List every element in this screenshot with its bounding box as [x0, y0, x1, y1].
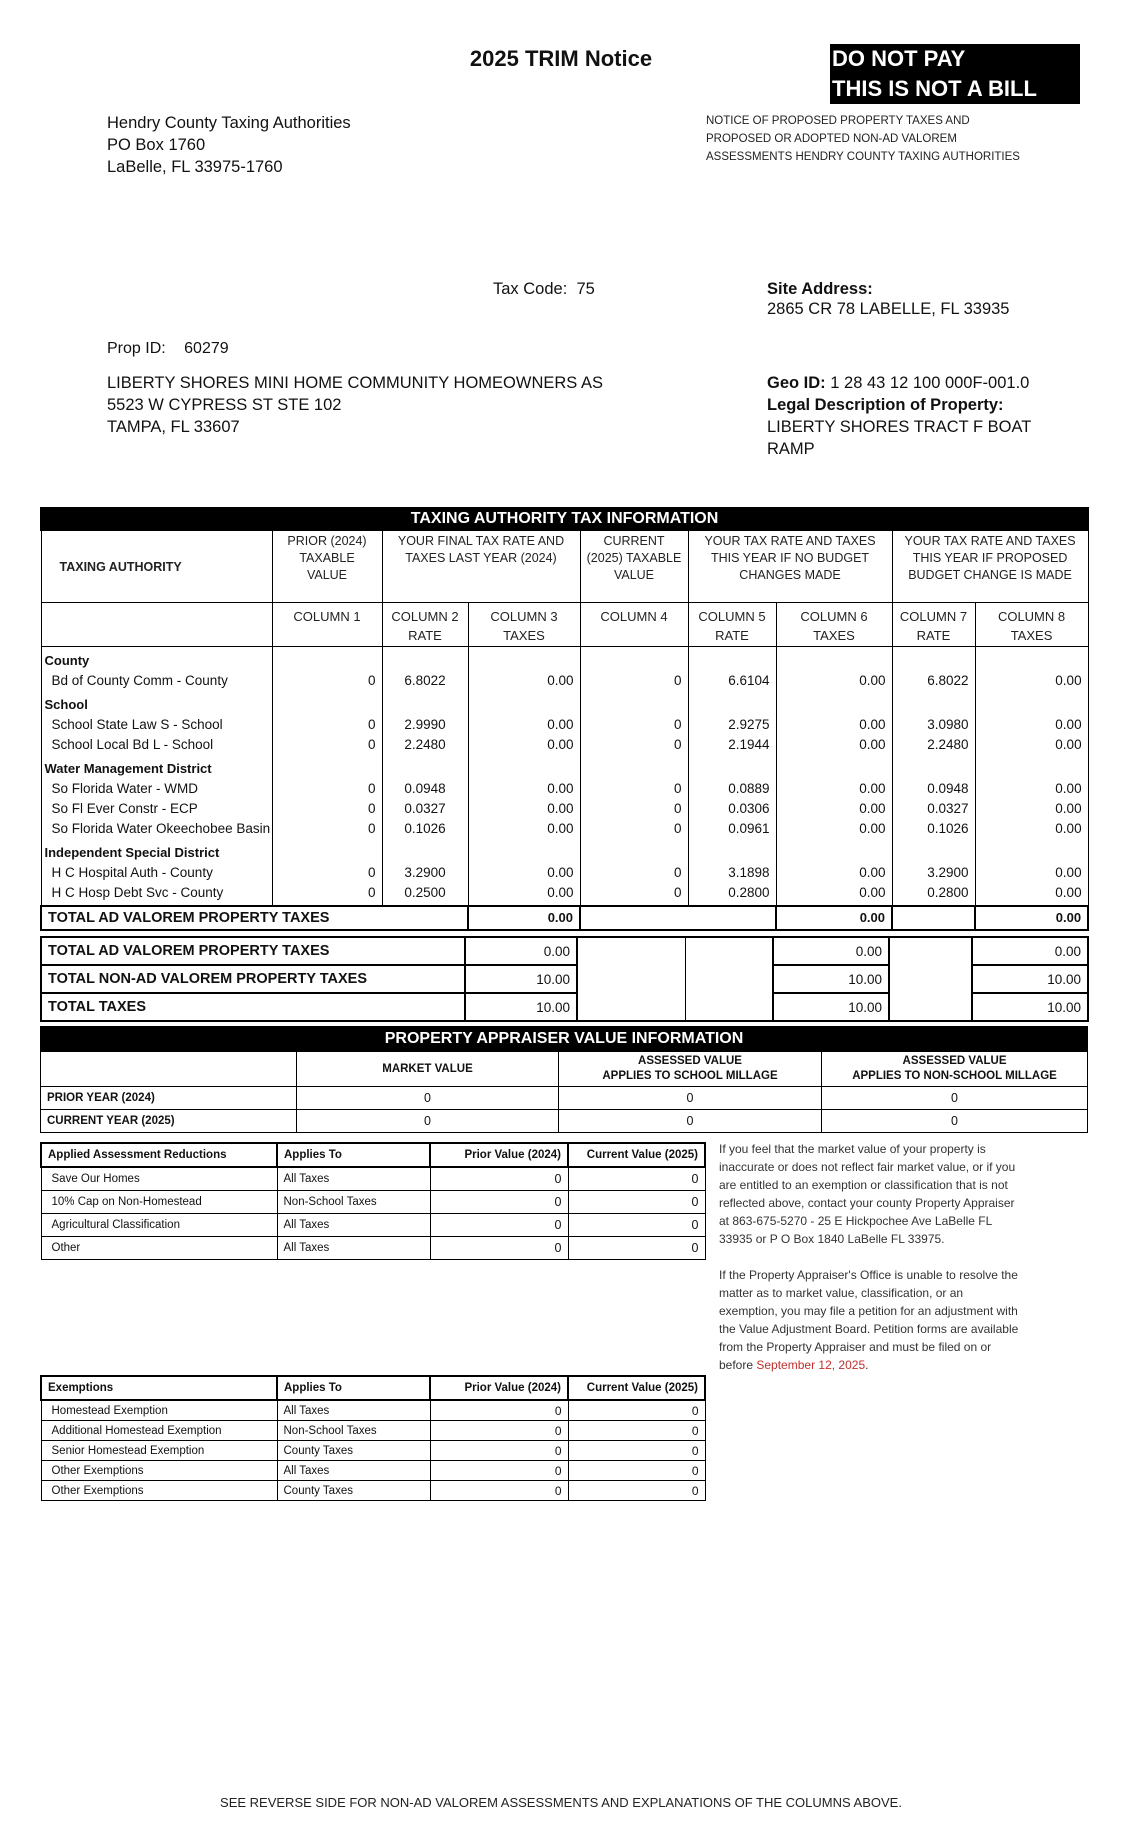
empty-cell: [580, 646, 688, 671]
prior-school-value: 0: [559, 1087, 822, 1110]
prior-value: 0: [430, 1400, 568, 1421]
empty-cell: [272, 839, 382, 863]
applies-to-header: Applies To: [277, 1376, 430, 1400]
do-not-pay-banner: [830, 44, 1080, 104]
site-address-label: Site Address:: [767, 280, 873, 298]
column-7-value: 0.1026: [892, 819, 975, 839]
table-row: [41, 671, 1088, 691]
row-label: Other Exemptions: [41, 1481, 277, 1501]
appeal-instructions: [719, 1140, 1019, 1392]
column-header-blank: [41, 602, 272, 646]
column-5-header: COLUMN 5 RATE: [688, 602, 776, 646]
site-address: [767, 279, 1009, 319]
column-1-value: 0: [272, 799, 382, 819]
exemptions-table: [40, 1375, 706, 1501]
notice-line: PROPOSED OR ADOPTED NON-AD VALOREM: [706, 133, 957, 145]
authority-group-row: [41, 691, 1088, 715]
authority-group-name: Water Management District: [41, 755, 272, 779]
applies-to: County Taxes: [277, 1441, 430, 1461]
empty-cell: [468, 755, 580, 779]
authority-group-name: School: [41, 691, 272, 715]
current-market-value: 0: [297, 1110, 559, 1133]
column-1-value: 0: [272, 863, 382, 883]
authority-name: So Florida Water - WMD: [41, 779, 272, 799]
summary-total-taxes-label: TOTAL TAXES: [41, 993, 465, 1021]
prior-non-school-value: 0: [822, 1087, 1088, 1110]
row-label: Other Exemptions: [41, 1461, 277, 1481]
column-4-value: 0: [580, 863, 688, 883]
column-3-value: 0.00: [468, 819, 580, 839]
column-3-value: 0.00: [468, 883, 580, 903]
column-3-value: 0.00: [468, 735, 580, 755]
row-label: Additional Homestead Exemption: [41, 1421, 277, 1441]
current-value-header: Current Value (2025): [568, 1143, 705, 1167]
authority-group-name: County: [41, 646, 272, 671]
prior-value: 0: [430, 1461, 568, 1481]
column-5-value: 2.9275: [688, 715, 776, 735]
owner-address: [107, 372, 603, 438]
empty-cell: [468, 691, 580, 715]
table-row: [41, 819, 1088, 839]
column-4-value: 0: [580, 735, 688, 755]
empty-cell: [580, 755, 688, 779]
taxing-authority-table: [40, 507, 1089, 931]
column-2-value: 0.1026: [382, 819, 468, 839]
column-7-value: 3.0980: [892, 715, 975, 735]
column-4-value: 0: [580, 883, 688, 903]
applies-to: All Taxes: [277, 1167, 430, 1191]
column-7-value: 3.2900: [892, 863, 975, 883]
current-value: 0: [568, 1461, 705, 1481]
empty-cell: [468, 646, 580, 671]
column-2-value: 0.0327: [382, 799, 468, 819]
column-2-value: 6.8022: [382, 671, 468, 691]
authority-name: H C Hospital Auth - County: [41, 863, 272, 883]
summary-total-taxes-c3: 10.00: [465, 993, 577, 1021]
no-budget-change-header: YOUR TAX RATE AND TAXES THIS YEAR IF NO BUDGET CHANGES MADE: [688, 530, 892, 602]
table-row: [41, 1421, 705, 1441]
summary-ad-valorem-label: TOTAL AD VALOREM PROPERTY TAXES: [41, 937, 465, 965]
summary-blank: [685, 937, 773, 1021]
empty-cell: [688, 646, 776, 671]
authority-name: H C Hosp Debt Svc - County: [41, 883, 272, 903]
page-title: 2025 TRIM Notice: [469, 46, 653, 71]
empty-cell: [975, 839, 1088, 863]
empty-cell: [975, 755, 1088, 779]
prior-value: 0: [430, 1421, 568, 1441]
column-7-value: 0.2800: [892, 883, 975, 903]
tax-summary-table: [40, 936, 1089, 1022]
column-4-header: COLUMN 4: [580, 602, 688, 646]
appraiser-header-blank: [41, 1052, 297, 1087]
column-8-value: 0.00: [975, 671, 1088, 691]
current-value: 0: [568, 1214, 705, 1237]
applies-to: All Taxes: [277, 1214, 430, 1237]
table-row: [41, 779, 1088, 799]
notice-line: NOTICE OF PROPOSED PROPERTY TAXES AND: [706, 115, 970, 127]
empty-cell: [892, 755, 975, 779]
prior-value: 0: [430, 1237, 568, 1260]
summary-total-taxes-c8: 10.00: [972, 993, 1088, 1021]
empty-cell: [580, 691, 688, 715]
current-value-header: Current Value (2025): [568, 1376, 705, 1400]
current-taxable-header: CURRENT (2025) TAXABLE VALUE: [580, 530, 688, 602]
empty-cell: [688, 755, 776, 779]
column-6-header: COLUMN 6 TAXES: [776, 602, 892, 646]
column-3-value: 0.00: [468, 671, 580, 691]
summary-ad-valorem-c8: 0.00: [972, 937, 1088, 965]
table-row: [41, 735, 1088, 755]
prior-value-header: Prior Value (2024): [430, 1376, 568, 1400]
empty-cell: [272, 691, 382, 715]
appeal-paragraph-1: If you feel that the market value of your property is inaccurate or does not reflect fair market value, or if you are entitled to an exemption or classification that is not reflected above, contact your county Property Appraiser at 863-675-5270 - 25 E Hickpochee Ave LaBelle FL 33935 or P O Box 1840 LaBelle FL 33975.: [719, 1142, 1016, 1246]
empty-cell: [688, 691, 776, 715]
summary-non-ad-valorem-c6: 10.00: [773, 965, 889, 993]
assessment-reductions-table: [40, 1142, 706, 1260]
prior-value: 0: [430, 1191, 568, 1214]
authority-name: Bd of County Comm - County: [41, 671, 272, 691]
total-column-3: 0.00: [468, 906, 580, 930]
taxing-authority-address: [107, 112, 351, 178]
total-blank: [892, 906, 975, 930]
empty-cell: [382, 755, 468, 779]
current-year-label: CURRENT YEAR (2025): [41, 1110, 297, 1133]
column-4-value: 0: [580, 671, 688, 691]
empty-cell: [382, 691, 468, 715]
row-label: 10% Cap on Non-Homestead: [41, 1191, 277, 1214]
summary-ad-valorem-c3: 0.00: [465, 937, 577, 965]
column-1-value: 0: [272, 779, 382, 799]
row-label: Other: [41, 1237, 277, 1260]
table-row: [41, 799, 1088, 819]
column-1-value: 0: [272, 671, 382, 691]
column-1-header: COLUMN 1: [272, 602, 382, 646]
column-5-value: 0.0306: [688, 799, 776, 819]
table-row: [41, 1481, 705, 1501]
empty-cell: [382, 839, 468, 863]
authority-group-row: [41, 839, 1088, 863]
column-8-value: 0.00: [975, 779, 1088, 799]
current-value: 0: [568, 1237, 705, 1260]
owner-line: 5523 W CYPRESS ST STE 102: [107, 396, 342, 414]
taxing-authority-band: TAXING AUTHORITY TAX INFORMATION: [41, 508, 1088, 530]
current-value: 0: [568, 1167, 705, 1191]
legal-description-line: LIBERTY SHORES TRACT F BOAT: [767, 418, 1032, 436]
current-value: 0: [568, 1481, 705, 1501]
column-5-value: 0.0961: [688, 819, 776, 839]
column-1-value: 0: [272, 883, 382, 903]
geo-id-label: Geo ID:: [767, 374, 826, 392]
column-2-value: 3.2900: [382, 863, 468, 883]
table-row: [41, 1461, 705, 1481]
column-8-value: 0.00: [975, 799, 1088, 819]
exemptions-header: Exemptions: [41, 1376, 277, 1400]
column-7-value: 6.8022: [892, 671, 975, 691]
row-label: Senior Homestead Exemption: [41, 1441, 277, 1461]
column-8-value: 0.00: [975, 715, 1088, 735]
empty-cell: [892, 839, 975, 863]
empty-cell: [272, 646, 382, 671]
column-2-value: 2.9990: [382, 715, 468, 735]
geo-id: [767, 372, 1067, 394]
column-3-value: 0.00: [468, 715, 580, 735]
taxing-authority-header: TAXING AUTHORITY: [41, 530, 272, 602]
column-6-value: 0.00: [776, 799, 892, 819]
column-5-value: 6.6104: [688, 671, 776, 691]
final-rate-header: YOUR FINAL TAX RATE AND TAXES LAST YEAR (2024): [382, 530, 580, 602]
authority-name: So Fl Ever Constr - ECP: [41, 799, 272, 819]
summary-non-ad-valorem-c8: 10.00: [972, 965, 1088, 993]
do-not-pay-line-2: THIS IS NOT A BILL: [832, 76, 1037, 101]
column-6-value: 0.00: [776, 883, 892, 903]
column-1-value: 0: [272, 735, 382, 755]
table-row: [41, 1441, 705, 1461]
summary-ad-valorem-c6: 0.00: [773, 937, 889, 965]
geo-id-value: 1 28 43 12 100 000F-001.0: [830, 374, 1030, 392]
current-value: 0: [568, 1191, 705, 1214]
summary-blank: [577, 937, 685, 1021]
column-5-value: 3.1898: [688, 863, 776, 883]
footer-note: SEE REVERSE SIDE FOR NON-AD VALOREM ASSESSMENTS AND EXPLANATIONS OF THE COLUMNS ABOVE.: [220, 1795, 902, 1810]
current-non-school-value: 0: [822, 1110, 1088, 1133]
table-row: [41, 883, 1088, 903]
summary-non-ad-valorem-label: TOTAL NON-AD VALOREM PROPERTY TAXES: [41, 965, 465, 993]
summary-total-taxes-c6: 10.00: [773, 993, 889, 1021]
column-4-value: 0: [580, 779, 688, 799]
owner-line: TAMPA, FL 33607: [107, 418, 240, 436]
notice-line: ASSESSMENTS HENDRY COUNTY TAXING AUTHORITIES: [706, 151, 1020, 163]
tax-code-value: 75: [576, 280, 595, 298]
column-5-value: 2.1944: [688, 735, 776, 755]
total-ad-valorem-label: TOTAL AD VALOREM PROPERTY TAXES: [41, 906, 468, 930]
empty-cell: [468, 839, 580, 863]
column-6-value: 0.00: [776, 671, 892, 691]
empty-cell: [382, 646, 468, 671]
legal-description-label: Legal Description of Property:: [767, 396, 1004, 414]
prior-value-header: Prior Value (2024): [430, 1143, 568, 1167]
empty-cell: [975, 691, 1088, 715]
prop-id-label: Prop ID:: [107, 340, 166, 357]
applies-to: All Taxes: [277, 1400, 430, 1421]
authority-group-row: [41, 646, 1088, 671]
column-2-value: 0.0948: [382, 779, 468, 799]
empty-cell: [776, 646, 892, 671]
notice-description: [706, 112, 1020, 166]
authority-name: So Florida Water Okeechobee Basin: [41, 819, 272, 839]
total-blank: [580, 906, 776, 930]
applies-to: All Taxes: [277, 1461, 430, 1481]
column-6-value: 0.00: [776, 779, 892, 799]
applies-to: Non-School Taxes: [277, 1191, 430, 1214]
column-8-value: 0.00: [975, 735, 1088, 755]
total-column-8: 0.00: [975, 906, 1088, 930]
non-school-assessed-header: ASSESSED VALUE APPLIES TO NON-SCHOOL MILLAGE: [822, 1052, 1088, 1087]
prior-value: 0: [430, 1167, 568, 1191]
current-value: 0: [568, 1441, 705, 1461]
appeal-paragraph-2: If the Property Appraiser's Office is unable to resolve the matter as to market value, classification, or an exemption, you may file a petition for an adjustment with the Value Adjustment Board. Petition forms are available from the Property Appraiser and must be filed on or before September 12, 2025.: [719, 1268, 1019, 1372]
table-row: [41, 1237, 705, 1260]
table-row: [41, 1191, 705, 1214]
prior-value: 0: [430, 1441, 568, 1461]
authority-name: School State Law S - School: [41, 715, 272, 735]
property-appraiser-band: PROPERTY APPRAISER VALUE INFORMATION: [41, 1027, 1088, 1052]
current-school-value: 0: [559, 1110, 822, 1133]
column-3-value: 0.00: [468, 779, 580, 799]
column-7-value: 2.2480: [892, 735, 975, 755]
prior-year-label: PRIOR YEAR (2024): [41, 1087, 297, 1110]
column-4-value: 0: [580, 819, 688, 839]
applies-to-header: Applies To: [277, 1143, 430, 1167]
do-not-pay-line-1: DO NOT PAY: [832, 46, 966, 71]
empty-cell: [776, 839, 892, 863]
prior-value: 0: [430, 1214, 568, 1237]
column-8-header: COLUMN 8 TAXES: [975, 602, 1088, 646]
column-6-value: 0.00: [776, 819, 892, 839]
authority-group-name: Independent Special District: [41, 839, 272, 863]
column-6-value: 0.00: [776, 715, 892, 735]
legal-description-line: RAMP: [767, 440, 815, 458]
column-8-value: 0.00: [975, 819, 1088, 839]
proposed-budget-header: YOUR TAX RATE AND TAXES THIS YEAR IF PROPOSED BUDGET CHANGE IS MADE: [892, 530, 1088, 602]
address-line: PO Box 1760: [107, 136, 206, 154]
column-7-value: 0.0327: [892, 799, 975, 819]
column-7-header: COLUMN 7 RATE: [892, 602, 975, 646]
table-row: [41, 1400, 705, 1421]
applies-to: All Taxes: [277, 1237, 430, 1260]
column-3-value: 0.00: [468, 863, 580, 883]
address-line: Hendry County Taxing Authorities: [107, 114, 351, 132]
empty-cell: [776, 691, 892, 715]
summary-blank: [889, 937, 972, 1021]
reductions-header: Applied Assessment Reductions: [41, 1143, 277, 1167]
total-column-6: 0.00: [776, 906, 892, 930]
authority-name: School Local Bd L - School: [41, 735, 272, 755]
empty-cell: [688, 839, 776, 863]
empty-cell: [272, 755, 382, 779]
empty-cell: [892, 691, 975, 715]
column-3-header: COLUMN 3 TAXES: [468, 602, 580, 646]
current-value: 0: [568, 1400, 705, 1421]
summary-non-ad-valorem-c3: 10.00: [465, 965, 577, 993]
prior-value: 0: [430, 1481, 568, 1501]
current-value: 0: [568, 1421, 705, 1441]
column-5-value: 0.2800: [688, 883, 776, 903]
column-7-value: 0.0948: [892, 779, 975, 799]
empty-cell: [975, 646, 1088, 671]
empty-cell: [892, 646, 975, 671]
applies-to: County Taxes: [277, 1481, 430, 1501]
prior-market-value: 0: [297, 1087, 559, 1110]
column-5-value: 0.0889: [688, 779, 776, 799]
petition-deadline: September 12, 2025: [756, 1358, 866, 1372]
tax-code-label: Tax Code:: [493, 280, 568, 298]
property-appraiser-table: [40, 1026, 1088, 1133]
tax-code: [493, 280, 595, 299]
prop-id-value: 60279: [184, 340, 229, 357]
row-label: Agricultural Classification: [41, 1214, 277, 1237]
prop-id: [107, 340, 229, 358]
address-line: LaBelle, FL 33975-1760: [107, 158, 283, 176]
owner-line: LIBERTY SHORES MINI HOME COMMUNITY HOMEOWNERS AS: [107, 374, 603, 392]
table-row: [41, 1214, 705, 1237]
market-value-header: MARKET VALUE: [297, 1052, 559, 1087]
column-2-value: 0.2500: [382, 883, 468, 903]
authority-group-row: [41, 755, 1088, 779]
column-2-header: COLUMN 2 RATE: [382, 602, 468, 646]
column-8-value: 0.00: [975, 863, 1088, 883]
site-address-value: 2865 CR 78 LABELLE, FL 33935: [767, 300, 1010, 318]
row-label: Homestead Exemption: [41, 1400, 277, 1421]
row-label: Save Our Homes: [41, 1167, 277, 1191]
column-1-value: 0: [272, 715, 382, 735]
empty-cell: [580, 839, 688, 863]
column-8-value: 0.00: [975, 883, 1088, 903]
prior-taxable-header: PRIOR (2024) TAXABLE VALUE: [272, 530, 382, 602]
column-4-value: 0: [580, 799, 688, 819]
column-4-value: 0: [580, 715, 688, 735]
column-3-value: 0.00: [468, 799, 580, 819]
table-row: [41, 1167, 705, 1191]
applies-to: Non-School Taxes: [277, 1421, 430, 1441]
empty-cell: [776, 755, 892, 779]
property-details: [767, 372, 1067, 460]
column-6-value: 0.00: [776, 863, 892, 883]
column-1-value: 0: [272, 819, 382, 839]
column-6-value: 0.00: [776, 735, 892, 755]
column-2-value: 2.2480: [382, 735, 468, 755]
table-row: [41, 863, 1088, 883]
school-assessed-header: ASSESSED VALUE APPLIES TO SCHOOL MILLAGE: [559, 1052, 822, 1087]
table-row: [41, 715, 1088, 735]
